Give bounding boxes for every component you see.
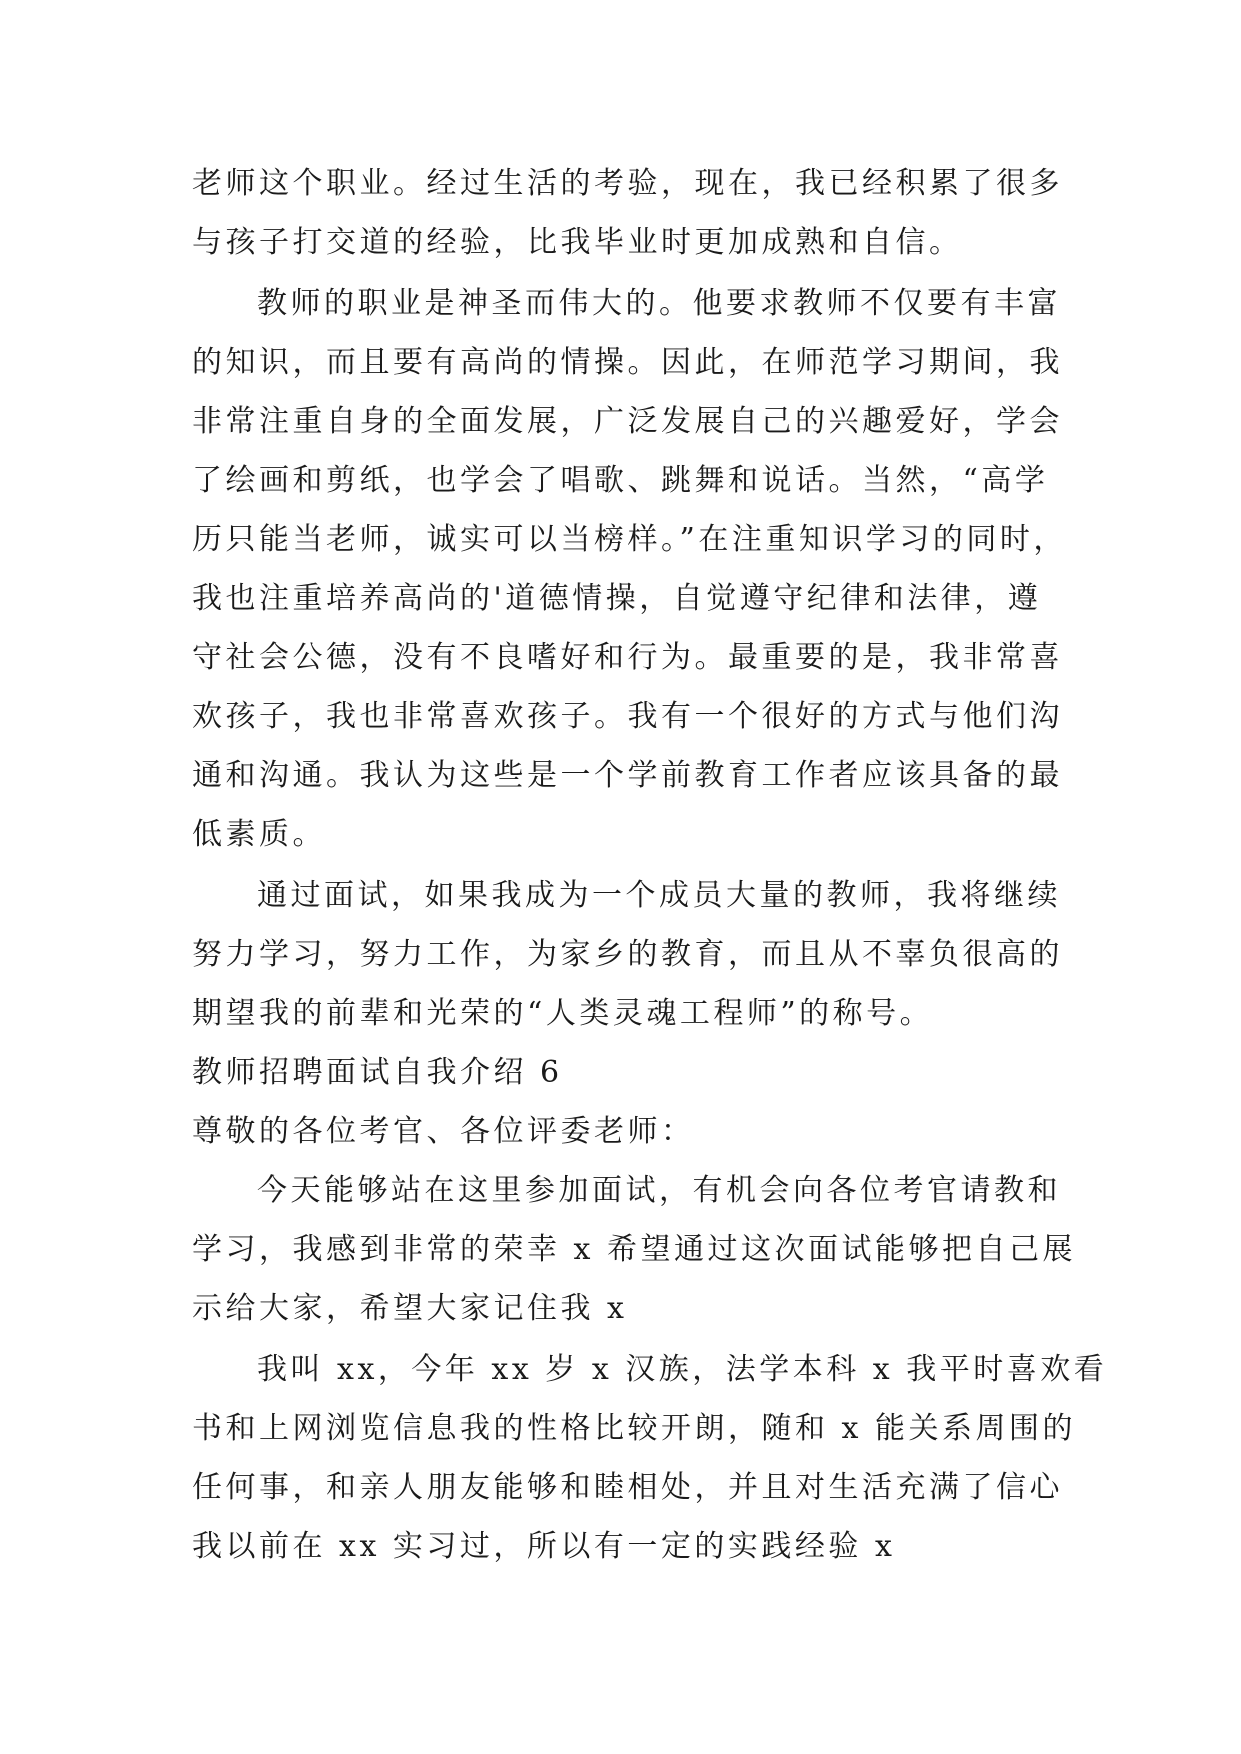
text-line: 欢孩子，我也非常喜欢孩子。我有一个很好的方式与他们沟: [192, 699, 1063, 734]
text-line: 学习，我感到非常的荣幸 x 希望通过这次面试能够把自己展: [192, 1232, 1076, 1267]
paragraph-start-line: 通过面试，如果我成为一个成员大量的教师，我将继续: [257, 878, 1061, 913]
text-line: 我也注重培养高尚的'道德情操，自觉遵守纪律和法律，遵: [192, 581, 1042, 616]
text-line: 通和沟通。我认为这些是一个学前教育工作者应该具备的最: [192, 758, 1063, 793]
text-line: 我以前在 xx 实习过，所以有一定的实践经验 x: [192, 1529, 896, 1564]
text-line: 与孩子打交道的经验，比我毕业时更加成熟和自信。: [192, 225, 963, 260]
text-line: 的知识，而且要有高尚的情操。因此，在师范学习期间，我: [192, 345, 1063, 380]
text-line: 了绘画和剪纸，也学会了唱歌、跳舞和说话。当然，“高学: [192, 463, 1049, 498]
text-line: 非常注重自身的全面发展，广泛发展自己的兴趣爱好，学会: [192, 404, 1063, 439]
paragraph-start-line: 教师的职业是神圣而伟大的。他要求教师不仅要有丰富: [257, 286, 1061, 321]
text-line: 老师这个职业。经过生活的考验，现在，我已经积累了很多: [192, 166, 1063, 201]
paragraph-start-line: 我叫 xx，今年 xx 岁 x 汉族，法学本科 x 我平时喜欢看: [257, 1352, 1108, 1387]
text-line: 任何事，和亲人朋友能够和睦相处，并且对生活充满了信心: [192, 1470, 1063, 1505]
text-line: 期望我的前辈和光荣的“人类灵魂工程师”的称号。: [192, 996, 934, 1031]
text-line: 努力学习，努力工作，为家乡的教育，而且从不辜负很高的: [192, 937, 1063, 972]
text-line: 守社会公德，没有不良嗜好和行为。最重要的是，我非常喜: [192, 640, 1063, 675]
text-line: 示给大家，希望大家记住我 x: [192, 1291, 628, 1326]
salutation: 尊敬的各位考官、各位评委老师：: [192, 1114, 695, 1149]
text-line: 历只能当老师，诚实可以当榜样。”在注重知识学习的同时，: [192, 522, 1067, 557]
text-line: 书和上网浏览信息我的性格比较开朗，随和 x 能关系周围的: [192, 1411, 1076, 1446]
section-heading: 教师招聘面试自我介绍 6: [192, 1055, 563, 1090]
paragraph-start-line: 今天能够站在这里参加面试，有机会向各位考官请教和: [257, 1173, 1061, 1208]
text-line: 低素质。: [192, 817, 326, 852]
document-page: [192, 154, 1108, 1576]
